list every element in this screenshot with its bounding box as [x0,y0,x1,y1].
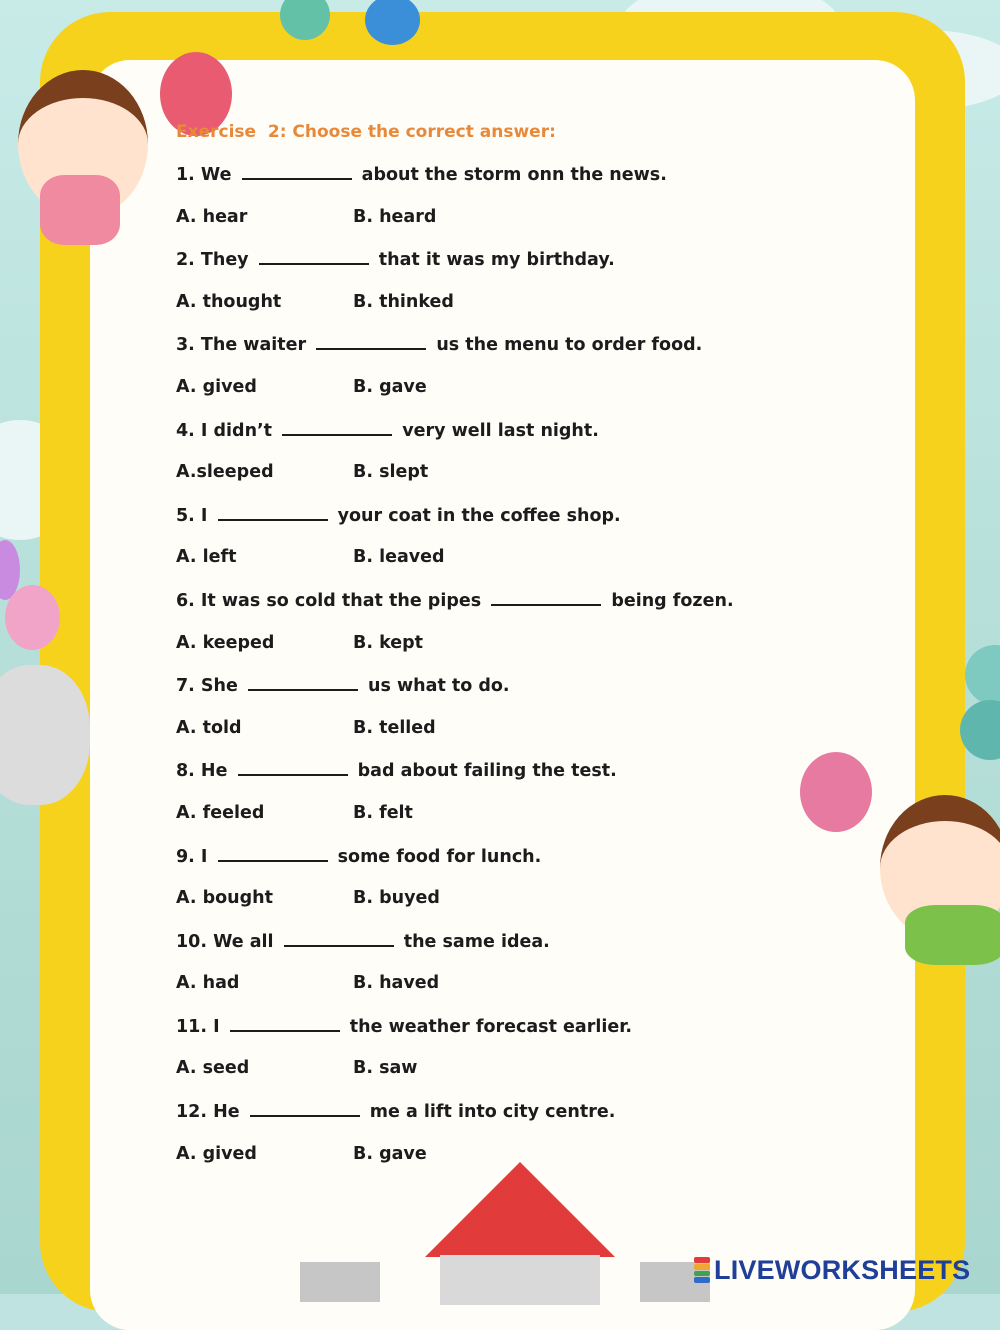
options-row [176,884,876,927]
question-11 [176,1012,876,1055]
question-text: your coat in the coffee shop. [337,505,621,526]
question-list [176,160,876,1182]
option-a[interactable]: A. gived [176,1143,257,1164]
options-row [176,799,876,842]
question-text: 11. I [176,1016,220,1037]
house-icon [300,1262,380,1302]
answer-blank[interactable] [218,842,328,862]
question-text: 2. They [176,250,249,271]
answer-blank[interactable] [250,1097,360,1117]
option-a[interactable]: A. feeled [176,802,265,823]
options-row [176,969,876,1012]
worksheet-content [176,118,876,1182]
brand-name: LIVEWORKSHEETS [714,1254,971,1285]
question-text: bad about failing the test. [357,761,617,782]
options-row [176,714,876,757]
option-b[interactable]: B. heard [353,206,437,227]
option-a[interactable]: A. gived [176,376,257,397]
answer-blank[interactable] [316,330,426,350]
brand-stripe-icon [694,1257,710,1263]
question-text: the weather forecast earlier. [349,1016,632,1037]
option-a[interactable]: A. seed [176,1058,250,1079]
option-a[interactable]: A. thought [176,291,282,312]
question-3 [176,330,876,373]
house-icon [440,1255,600,1305]
answer-blank[interactable] [230,1012,340,1032]
question-text: about the storm onn the news. [361,165,667,185]
boy-shirt-icon [905,905,1000,965]
option-a[interactable]: A. told [176,717,242,738]
options-row [176,458,876,501]
question-text: the same idea. [403,931,550,952]
question-12 [176,1097,876,1140]
option-b[interactable]: B. telled [353,717,436,738]
question-text: 1. We [176,165,232,185]
question-text: 4. I didn’t [176,420,273,441]
brand-stripe-icon [694,1277,710,1283]
question-text: 3. The waiter [176,335,307,356]
option-b[interactable]: B. slept [353,462,429,483]
question-text: very well last night. [402,420,599,441]
question-2 [176,245,876,288]
options-row [176,373,876,416]
option-b[interactable]: B. leaved [353,547,445,568]
question-1 [176,160,876,203]
option-b[interactable]: B. thinked [353,291,454,312]
question-text: 9. I [176,846,208,867]
question-text: 5. I [176,505,208,526]
options-row [176,543,876,586]
brand-stripe-icon [694,1271,710,1277]
answer-blank[interactable] [284,927,394,947]
question-text: 7. She [176,676,238,697]
brand-stripe-icon [694,1264,710,1270]
question-10 [176,927,876,970]
side-balloon-icon [5,585,60,650]
question-text: some food for lunch. [337,846,542,867]
answer-blank[interactable] [248,671,358,691]
girl-dress-icon [40,175,120,245]
option-a[interactable]: A. bought [176,888,273,909]
question-text: 6. It was so cold that the pipes [176,590,482,611]
question-7 [176,671,876,714]
answer-blank[interactable] [242,160,352,180]
options-row [176,629,876,672]
option-a[interactable]: A. left [176,547,237,568]
answer-blank[interactable] [491,586,601,606]
option-b[interactable]: B. buyed [353,888,440,909]
options-row [176,203,876,246]
option-b[interactable]: B. felt [353,802,413,823]
option-b[interactable]: B. haved [353,973,440,994]
liveworksheets-logo [694,1255,970,1285]
answer-blank[interactable] [218,501,328,521]
question-text: 10. We all [176,931,274,952]
question-text: that it was my birthday. [378,250,615,271]
options-row [176,1054,876,1097]
question-text: 8. He [176,761,228,782]
question-4 [176,416,876,459]
question-text: us the menu to order food. [436,335,703,356]
brand-mark-icon [694,1257,710,1283]
question-text: us what to do. [368,676,510,697]
question-text: being fozen. [611,590,734,611]
option-a[interactable]: A. hear [176,206,248,227]
option-b[interactable]: B. gave [353,376,427,397]
option-a[interactable]: A. keeped [176,632,275,653]
answer-blank[interactable] [238,756,348,776]
elephant-icon [0,665,90,805]
question-8 [176,756,876,799]
question-text: 12. He [176,1102,240,1123]
option-b[interactable]: B. kept [353,632,424,653]
answer-blank[interactable] [282,416,392,436]
roof-icon [425,1162,615,1257]
option-a[interactable]: A. had [176,973,240,994]
exercise-title: Exercise 2: Choose the correct answer: [176,122,556,142]
option-b[interactable]: B. gave [353,1143,427,1164]
option-a[interactable]: A.sleeped [176,462,274,483]
question-5 [176,501,876,544]
question-text: me a lift into city centre. [369,1102,616,1123]
question-6 [176,586,876,629]
answer-blank[interactable] [259,245,369,265]
question-9 [176,842,876,885]
option-b[interactable]: B. saw [353,1058,418,1079]
options-row [176,288,876,331]
